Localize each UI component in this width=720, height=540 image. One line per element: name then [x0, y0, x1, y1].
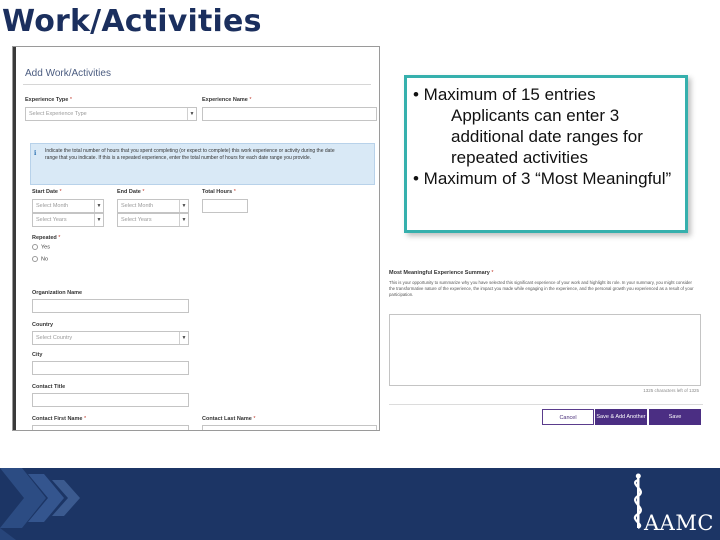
info-icon: i	[34, 150, 37, 157]
city-label: City	[32, 352, 43, 358]
total-hours-input[interactable]	[202, 199, 248, 213]
slide-title: Work/Activities	[2, 4, 262, 39]
required-mark: *	[491, 270, 494, 276]
required-mark: *	[83, 416, 87, 422]
meaningful-summary-panel	[383, 263, 703, 431]
chevron-down-icon: ▼	[179, 200, 188, 212]
experience-name-label-text: Experience Name	[202, 97, 248, 103]
cancel-button[interactable]: Cancel	[542, 409, 594, 425]
repeated-no-label: No	[41, 256, 49, 263]
form-frame-edge	[13, 47, 16, 430]
organization-name-label: Organization Name	[32, 290, 83, 296]
required-mark: *	[69, 97, 72, 103]
callout-bullet-entries: • Maximum of 15 entries	[413, 85, 596, 104]
experience-type-select[interactable]	[25, 107, 197, 121]
start-year-placeholder: Select Years	[36, 217, 67, 223]
start-month-select[interactable]	[32, 199, 104, 213]
chevron-down-icon: ▼	[94, 200, 103, 212]
required-mark: *	[233, 189, 236, 195]
callout-bullet-meaningful: • Maximum of 3 “Most Meaningful”	[413, 169, 672, 188]
contact-first-name-label	[32, 416, 86, 422]
experience-type-placeholder: Select Experience Type	[29, 111, 87, 117]
contact-last-name-input[interactable]	[202, 425, 377, 431]
callout-text	[413, 84, 685, 189]
repeated-label	[32, 235, 60, 241]
summary-label	[389, 270, 494, 276]
required-mark: *	[142, 189, 145, 195]
start-month-placeholder: Select Month	[36, 203, 69, 209]
limits-callout	[404, 75, 688, 233]
contact-first-name-label-text: Contact First Name	[32, 416, 83, 422]
hours-info-box	[30, 143, 375, 185]
save-button[interactable]: Save	[649, 409, 701, 425]
contact-last-name-label-text: Contact Last Name	[202, 416, 252, 422]
experience-type-label-text: Experience Type	[25, 97, 69, 103]
work-activities-form	[12, 46, 380, 431]
aamc-logo-text: AAMC	[644, 511, 714, 535]
experience-type-label	[25, 97, 72, 103]
contact-title-label: Contact Title	[32, 384, 66, 390]
chevron-down-icon: ▼	[187, 108, 196, 120]
country-placeholder: Select Country	[36, 335, 73, 341]
summary-textarea[interactable]	[389, 314, 701, 386]
repeated-label-text: Repeated	[32, 235, 57, 241]
total-hours-label	[202, 189, 236, 195]
character-counter: 1325 characters left of 1325	[643, 388, 699, 393]
required-mark: *	[59, 189, 62, 195]
required-mark: *	[249, 97, 252, 103]
summary-divider	[389, 404, 703, 405]
experience-name-label	[202, 97, 252, 103]
footer-chevron-pattern	[0, 468, 90, 540]
hours-info-text: Indicate the total number of hours that you spent completing (or expect to complete) this work experience or activity during the date range that you indicate. If this is a repeated experience, enter the total number of hours for each date range you provide.	[45, 148, 335, 162]
repeated-yes-label: Yes	[41, 244, 50, 251]
summary-label-text: Most Meaningful Experience Summary	[389, 270, 490, 276]
end-year-select[interactable]	[117, 213, 189, 227]
radio-circle-icon	[32, 244, 38, 250]
end-date-label	[117, 189, 145, 195]
save-and-add-another-button[interactable]: Save & Add Another	[595, 409, 647, 425]
start-date-label-text: Start Date	[32, 189, 58, 195]
end-month-placeholder: Select Month	[121, 203, 154, 209]
form-heading: Add Work/Activities	[25, 68, 111, 79]
repeated-yes-radio[interactable]	[32, 244, 50, 250]
callout-date-ranges-note: Applicants can enter 3 additional date ranges for repeated activities	[451, 106, 643, 167]
city-input[interactable]	[32, 361, 189, 375]
chevron-down-icon: ▼	[179, 214, 188, 226]
radio-circle-icon	[32, 256, 38, 262]
start-year-select[interactable]	[32, 213, 104, 227]
required-mark: *	[253, 416, 256, 422]
chevron-down-icon: ▼	[94, 214, 103, 226]
footer-band	[0, 468, 720, 540]
total-hours-label-text: Total Hours	[202, 189, 233, 195]
repeated-no-radio[interactable]	[32, 256, 48, 262]
chevron-down-icon: ▼	[179, 332, 188, 344]
start-date-label	[32, 189, 62, 195]
contact-last-name-label	[202, 416, 256, 422]
experience-name-input[interactable]	[202, 107, 377, 121]
end-month-select[interactable]	[117, 199, 189, 213]
end-date-label-text: End Date	[117, 189, 141, 195]
end-year-placeholder: Select Years	[121, 217, 152, 223]
contact-title-input[interactable]	[32, 393, 189, 407]
required-mark: *	[58, 235, 61, 241]
heading-divider	[23, 84, 371, 85]
summary-description: This is your opportunity to summarize why you have selected this significant experience of your work and highlight its role. In your summary, you might consider the transformative nature of the experience, the impact you made while engaging in the experience, and the personal growth you experienced as a result of your participation.	[389, 280, 694, 298]
country-label: Country	[32, 322, 54, 328]
organization-name-input[interactable]	[32, 299, 189, 313]
country-select[interactable]	[32, 331, 189, 345]
contact-first-name-input[interactable]	[32, 425, 189, 431]
